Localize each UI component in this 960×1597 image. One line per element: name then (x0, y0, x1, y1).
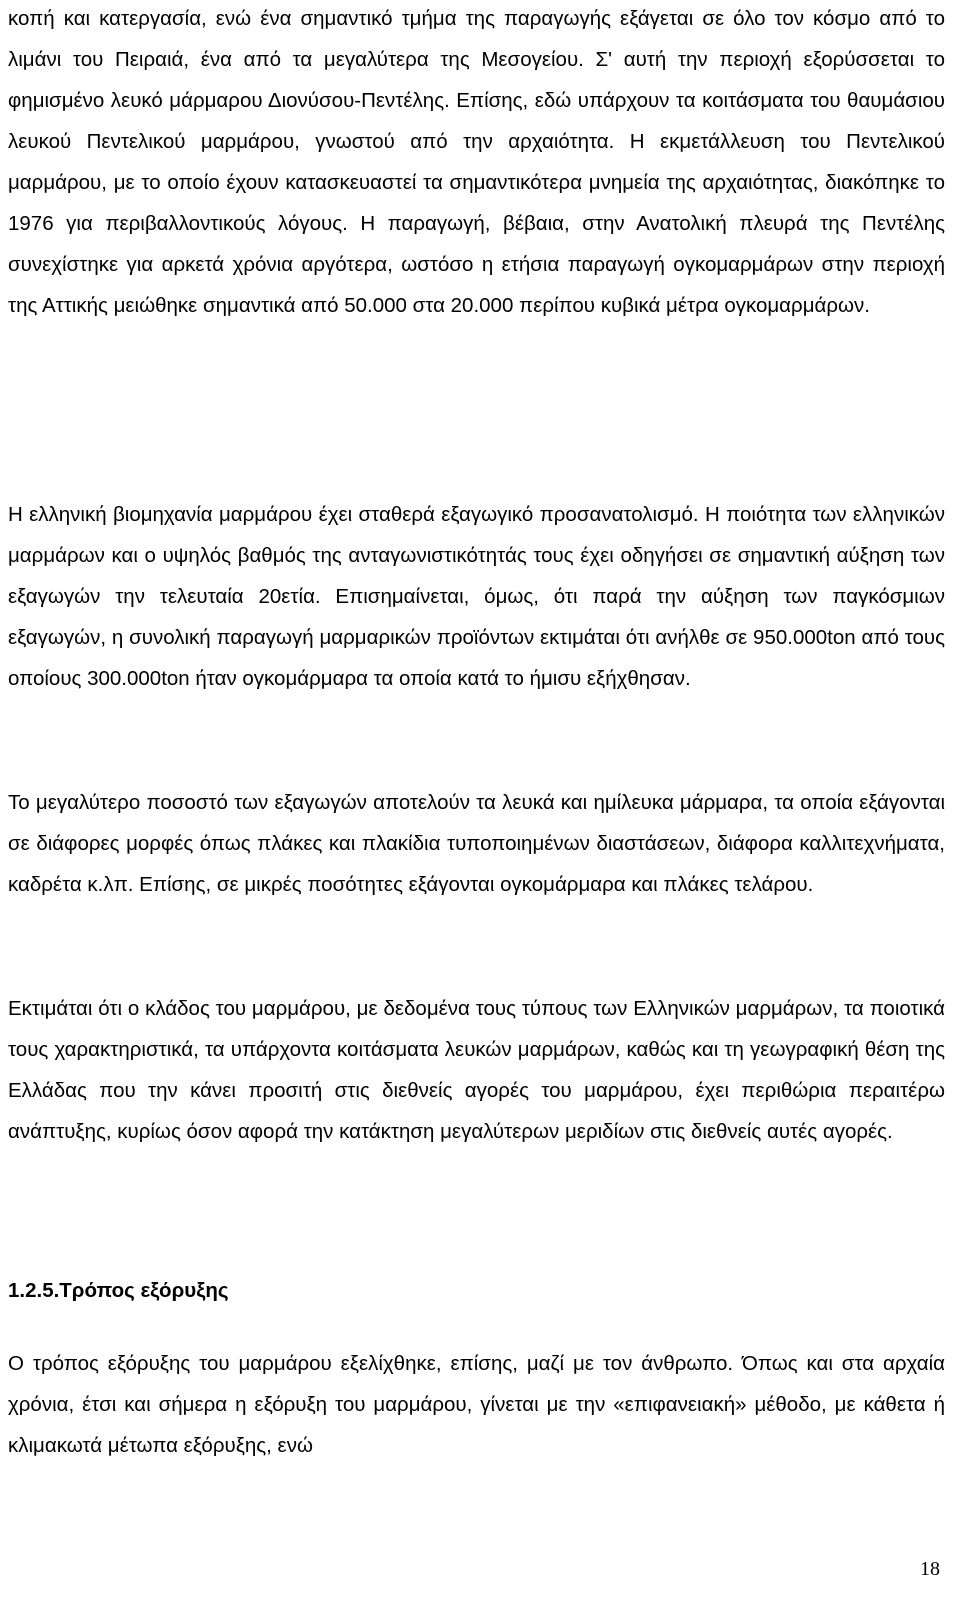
page-number: 18 (920, 1558, 940, 1580)
paragraph-sector-outlook: Εκτιμάται ότι ο κλάδος του μαρμάρου, με δεδομένα τους τύπους των Ελληνικών μαρμάρων, τα ποιοτικά τους χαρακτηριστικά, τα υπάρχοντα κοιτάσματα λευκών μαρμάρων, καθώς και τη γεωγραφική θέση της Ελλάδας που την κάνει προσιτή στις διεθνείς αγορές του μαρμάρου, έχει περιθώρια περαιτέρω ανάπτυξης, κυρίως όσον αφορά την κατάκτηση μεγαλύτερων μεριδίων στις διεθνείς αυτές αγορές. (8, 997, 945, 1143)
paragraph-marble-production: κοπή και κατεργασία, ενώ ένα σημαντικό τμήμα της παραγωγής εξάγεται σε όλο τον κόσμο από το λιμάνι του Πειραιά, ένα από τα μεγαλύτερα της Μεσογείου. Σ' αυτή την περιοχή εξορύσσεται το φημισμένο λευκό μάρμαρου Διονύσου-Πεντέλης. Επίσης, εδώ υπάρχουν τα κοιτάσματα του θαυμάσιου λευκού Πεντελικού μαρμάρου, γνωστού από την αρχαιότητα. Η εκμετάλλευση του Πεντελικού μαρμάρου, με το οποίο έχουν κατασκευαστεί τα σημαντικότερα μνημεία της αρχαιότητας, διακόπηκε το 1976 για περιβαλλοντικούς λόγους. Η παραγωγή, βέβαια, στην Ανατολική πλευρά της Πεντέλης συνεχίστηκε για αρκετά χρόνια αργότερα, ωστόσο η ετήσια παραγωγή ογκομαρμάρων στην περιοχή της Αττικής μειώθηκε σημαντικά από 50.000 στα 20.000 περίπου κυβικά μέτρα ογκομαρμάρων. (8, 7, 945, 317)
paragraph-export-share: Το μεγαλύτερο ποσοστό των εξαγωγών αποτελούν τα λευκά και ημίλευκα μάρμαρα, τα οποία εξάγονται σε διάφορες μορφές όπως πλάκες και πλακίδια τυποποιημένων διαστάσεων, διάφορα καλλιτεχνήματα, καδρέτα κ.λπ. Επίσης, σε μικρές ποσότητες εξάγονται ογκομάρμαρα και πλάκες τελάρου. (8, 791, 945, 896)
paragraph-export-orientation: Η ελληνική βιομηχανία μαρμάρου έχει σταθερά εξαγωγικό προσανατολισμό. Η ποιότητα των ελληνικών μαρμάρων και ο υψηλός βαθμός της ανταγωνιστικότητάς τους έχει οδηγήσει σε σημαντική αύξηση των εξαγωγών την τελευταία 20ετία. Επισημαίνεται, όμως, ότι παρά την αύξηση των παγκόσμιων εξαγωγών, η συνολική παραγωγή μαρμαρικών προϊόντων εκτιμάται ότι ανήλθε σε 950.000ton από τους οποίους 300.000ton ήταν ογκομάρμαρα τα οποία κατά το ήμισυ εξήχθησαν. (8, 503, 945, 690)
section-heading: 1.2.5.Τρόπος εξόρυξης (8, 1279, 229, 1302)
paragraph-extraction-method: Ο τρόπος εξόρυξης του μαρμάρου εξελίχθηκε, επίσης, μαζί με τον άνθρωπο. Όπως και στα αρχαία χρόνια, έτσι και σήμερα η εξόρυξη του μαρμάρου, γίνεται με την «επιφανειακή» μέθοδο, με κάθετα ή κλιμακωτά μέτωπα εξόρυξης, ενώ (8, 1352, 945, 1457)
